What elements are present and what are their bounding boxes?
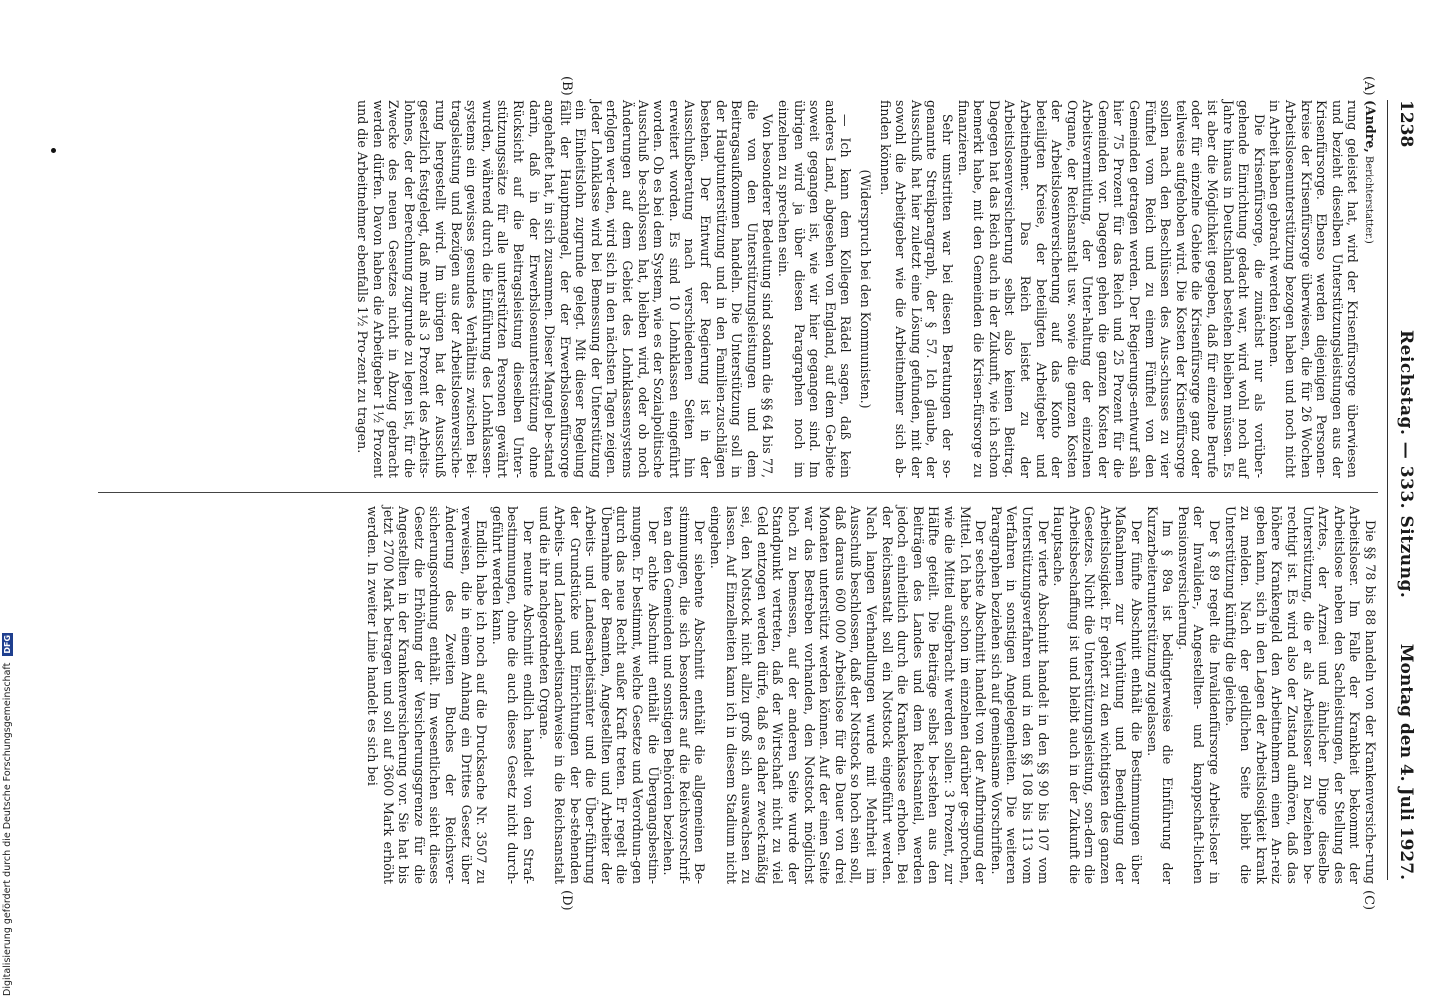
right-text-column xyxy=(364,506,1378,884)
margin-mark-c: (C) xyxy=(1361,890,1376,911)
dfg-logo-icon: DFG xyxy=(3,634,12,654)
paragraph: Der fünfte Abschnitt enthält die Bestimmungen über Maßnahmen zur Verhütung und Beendigung der Arbeitslosigkeit. Er gehört zu den wichtigsten des ganzen Gesetzes. Nicht die Unterstützungsleistung, son-dern die Arbeitsbeschaffung ist und bleibt auch in der Zukunft die Hauptsache. xyxy=(1051,506,1145,884)
paragraph: Der siebente Abschnitt enthält die allgemeinen Be-stimmungen, die sich besonders auf die Reichsvorschrif-ten an den Gemeinden und sonstigen Behörden beziehen. xyxy=(661,506,708,884)
margin-mark-d: (D) xyxy=(559,890,574,911)
speaker-line xyxy=(1360,100,1378,478)
page-number: 1238 xyxy=(1396,100,1416,148)
paragraph: Sehr umstritten war bei diesen Beratungen der so-genannte Streikparagraph, der § 57. Ich glaube, der Ausschuß hat hier zuletzt eine Lösung gefunden, mit der sowohl die Arbeitgeber wie die Arbeitnehmer sich ab-finden können. xyxy=(877,100,955,478)
paragraph: Der vierte Abschnitt handelt in den §§ 90 bis 107 vom Unterstützungsverfahren und in den §§ 108 bis 113 vom Verfahren in sonstigen Angelegenheiten. Die weiteren Paragraphen beziehen sich auf gemeinsame Vorschriften. xyxy=(988,506,1051,884)
paragraph: Der sechste Abschnitt handelt von der Aufbringung der Mittel. Ich habe schon im einzelnen darüber ge-sprochen, wie die Mittel aufgebracht werden sollen: 3 Prozent, zur Hälfte geteilt. Die Beiträge selbst be-stehen aus den Beiträgen des Landes und dem Reichsanteil, werden jedoch einheitlich durch die Krankenkasse erhoben. Bei der Reichsanstalt soll ein Notstock eingeführt werden. Nach langen Verhandlungen wurde mit Mehrheit im Ausschuß beschlossen, daß der Notstock so hoch sein soll, daß daraus 600 000 Arbeitslose für die Dauer von drei Monaten unterstützt werden können. Auf der einen Seite war das Bestreben vorhanden, den Notstock möglichst hoch zu bemessen, auf der anderen Seite wurde der Standpunkt vertreten, daß der Wirtschaft nicht zu viel Geld entzogen werden dürfe, daß es daher zweck-mäßig sei, den Notstock nicht allzu groß sich auswachsen zu lassen. Auf Einzelheiten kann ich in diesem Stadium nicht eingehen. xyxy=(708,506,989,884)
paragraph: Von besonderer Bedeutung sind sodann die §§ 64 bis 77, die von den Unterstützungsleistungen und dem Beitragsaufkommen handeln. Die Unterstützung soll in der Hauptunterstützung und in den Familien-zuschlägen bestehen. Der Entwurf der Regierung ist in der Ausschußberatung nach verschiedenen Seiten hin erweitert worden. Es sind 10 Lohnklassen eingeführt worden. Ob es bei dem System, wie es der Sozialpolitische Ausschuß be-schlossen hat, bleiben wird, oder ob noch Änderungen auf dem Gebiet des Lohnklassensystems erfolgen wer-den, wird sich in den nächsten Tagen zeigen. Jeder Lohnklasse wird bei Bemessung der Unterstützung ein Einheitslohn zugrunde gelegt. Mit dieser Regelung fällt der Hauptmangel, der der Erwerbslosenfürsorge angehaftet hat, in sich zusammen. Dieser Mangel be-stand darin, daß in der Erwerbslosenunterstützung ohne Rücksicht auf die Beitragsleistung dieselben Unter-stützungssätze für alle unterstützten Personen gewährt wurden, während durch die Einführung des Lohnklassen-systems ein gewisses gesundes Verhältnis zwischen Bei-tragsleistung und Bezügen aus der Arbeitslosenversiche-rung hergestellt wird. Im übrigen hat der Ausschuß gesetzlich festgelegt, daß mehr als 3 Prozent des Arbeits-lohnes, der der Berechnung zugrunde zu legen ist, für die Zwecke des neuen Gesetzes nicht in Abzug gebracht werden dürfen. Davon haben die Arbeitgeber 1½ Prozent und die Arbeitnehmer ebenfalls 1½ Pro-zent zu tragen. xyxy=(355,100,776,478)
speaker-role: Berichterstatter.) xyxy=(1363,152,1374,244)
footer-text: Digitalisierung gefördert durch die Deutsche Forschungsgemeinschaft xyxy=(2,662,13,996)
column-divider xyxy=(98,492,1378,493)
paragraph: Der § 89 regelt die Invalidenfürsorge Arbeits-loser in der Invaliden-, Angestellten- und knappschaft-lichen Pensionsversicherung. xyxy=(1175,506,1223,884)
header-rule xyxy=(1387,100,1388,880)
margin-mark-b: (B) xyxy=(559,76,574,96)
ink-dot xyxy=(51,148,56,153)
margin-mark-a: (A) xyxy=(1361,76,1376,96)
paragraph: Im § 89a ist bedingterweise die Einführung der Kurzarbeiterunterstützung zugelassen. xyxy=(1144,506,1176,884)
left-text-column xyxy=(354,100,1378,478)
page-title: Reichstag. — 333. Sitzung. xyxy=(1396,330,1416,599)
paragraph: Der achte Abschnitt enthält die Übergangsbestim-mungen. Er bestimmt, welche Gesetze und Verordnun-gen durch das neue Recht außer Kraft treten. Er regelt die Übernahme der Beamten, Angestellten und Arbeiter der Arbeits- und Landesarbeitsämter und die Über-führung der Grundstücke und Einrichtungen der be-stehenden Arbeits- und Landesarbeitsnachweise in die Reichsanstalt und die ihr nachgeordneten Organe. xyxy=(536,506,661,884)
speaker-name: (Andre, xyxy=(1363,100,1378,153)
paragraph: Die §§ 78 bis 88 handeln von der Krankenversiche-rung Arbeitsloser. Im Falle der Krankheit bekommt der Arbeitslose neben den Sachleistungen, der Stellung des Arztes, der Arznei und ähnlicher Dinge dieselbe Unterstützung, die er als Arbeitsloser zu beziehen be-rechtigt ist. Es wird also der Zustand aufhören, daß das höhere Krankengeld den Arbeitnehmern einen An-reiz geben kann, sich in den Lagen der Arbeitslosigkeit krank zu melden. Nach der geldlichen Seite bleibt die Unterstützung künftig die gleiche. xyxy=(1222,506,1378,884)
paragraph: Die Krisenfürsorge, die zunächst nur als vorüber-gehende Einrichtung gedacht war, wird wohl noch auf Jahre hinaus in Deutschland bestehen bleiben müssen. Es ist aber die Möglichkeit gegeben, daß für einzelne Berufe oder für einzelne Gebiete die Krisenfürsorge ganz oder teilweise aufgehoben wird. Die Kosten der Krisenfürsorge sollen nach den Beschlüssen des Aus-schusses zu vier Fünftel vom Reich und zu einem Fünftel von den Gemeinden getragen werden. Der Regierungs-entwurf sah hier 75 Prozent für das Reich und 25 Prozent für die Gemeinden vor. Dagegen gehen die ganzen Kosten der Arbeitsvermittlung, der Unter-haltung der einzelnen Organe, der Reichsanstalt usw. sowie die ganzen Kosten der Arbeitslosenversicherung auf das Konto der beteiligten Kreise, der beteiligten Arbeitgeber und Arbeitnehmer. Das Reich leistet zu der Arbeitslosenversicherung selbst also keinen Beitrag. Dagegen hat das Reich auch in der Zukunft, wie ich schon bemerkt habe, mit den Gemeinden die Krisen-fürsorge zu finanzieren. xyxy=(955,100,1267,478)
paragraph: — Ich kann dem Kollegen Rädel sagen, daß kein anderes Land, abgesehen von England, auf dem Ge-biete soweit gegangen ist, wie wir hier gegangen sind. Im übrigen wird ja über diesen Paragraphen noch im einzelnen zu sprechen sein. xyxy=(776,100,854,478)
paragraph: Endlich habe ich noch auf die Drucksache Nr. 3507 zu verweisen, die in einem Anhang ein Drittes Gesetz über Änderung des Zweiten Buches der Reichsver-sicherungsordnung enthält. Im wesentlichen sieht dieses Gesetz die Erhöhung der Versicherungsgrenze für die Angestellten in der Krankenversicherung vor. Sie hat bis jetzt 2700 Mark betragen und soll auf 3600 Mark erhöht werden. In zweiter Linie handelt es sich bei xyxy=(365,506,490,884)
session-date: Montag den 4. Juli 1927. xyxy=(1396,643,1416,880)
paragraph: rung geleistet hat, wird der Krisenfürsorge überwiesen und bezieht dieselben Unterstützungsleistungen aus der Krisenfürsorge. Ebenso werden diejenigen Personen-kreise der Krisenfürsorge überwiesen, die für 26 Wochen Arbeitslosenunterstützung bezogen haben und noch nicht in Arbeit haben gebracht werden können. xyxy=(1267,100,1361,478)
page-header xyxy=(1392,100,1418,880)
interjection: (Widerspruch bei den Kommunisten.) xyxy=(858,169,873,409)
paragraph: Der neunte Abschnitt endlich handelt von den Straf-bestimmungen, ohne die auch dieses Gesetz nicht durch-geführt werden kann. xyxy=(489,506,536,884)
digitization-footer xyxy=(2,0,16,996)
